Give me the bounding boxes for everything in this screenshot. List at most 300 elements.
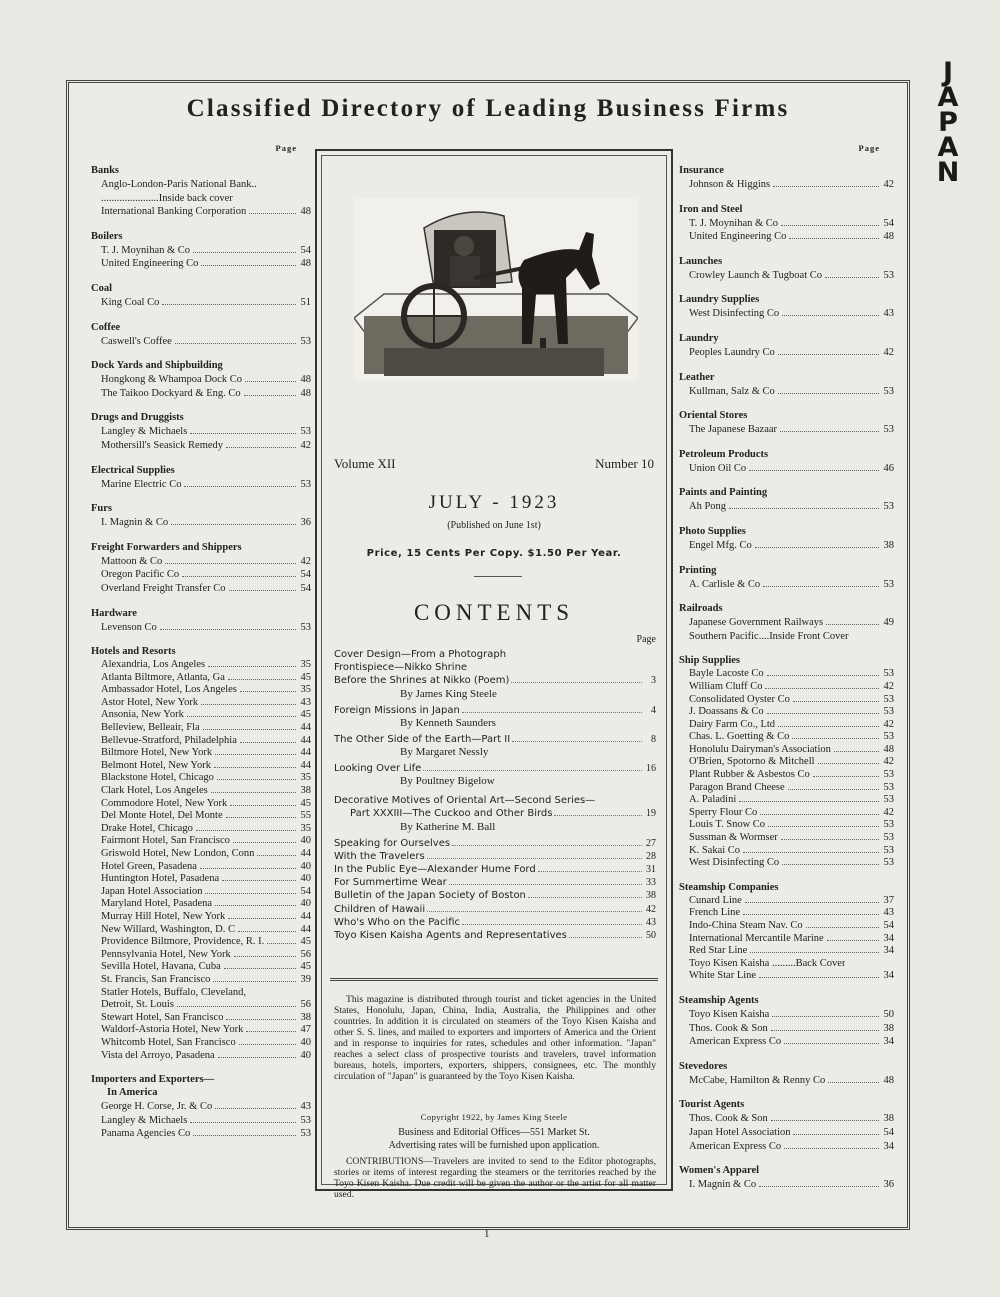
leader-dots bbox=[423, 770, 642, 771]
leader-dots bbox=[214, 767, 296, 768]
contents-entry-page: 43 bbox=[646, 916, 656, 928]
entry-name: King Coal Co bbox=[101, 296, 160, 308]
entry-page: 40 bbox=[300, 1049, 311, 1061]
directory-entry bbox=[689, 178, 894, 192]
leader-dots bbox=[246, 1031, 296, 1032]
entry-page: 44 bbox=[300, 759, 311, 771]
entry-page: 44 bbox=[300, 923, 311, 935]
contents-entry-page: 4 bbox=[651, 704, 656, 716]
category-title: Tourist Agents bbox=[679, 1099, 745, 1111]
entry-page: 54 bbox=[883, 217, 894, 229]
directory-entry bbox=[689, 857, 894, 870]
directory-entry bbox=[689, 782, 894, 795]
entry-name: Griswold Hotel, New London, Conn bbox=[101, 848, 255, 859]
entry-name: Japan Hotel Association bbox=[689, 1126, 791, 1138]
directory-entry bbox=[101, 659, 311, 672]
entry-page: 44 bbox=[300, 722, 311, 734]
directory-entry bbox=[101, 1114, 311, 1128]
entry-page: 44 bbox=[300, 848, 311, 859]
directory-entry bbox=[689, 217, 894, 231]
entry-page: 37 bbox=[883, 894, 894, 906]
entry-name: United Engineering Co bbox=[101, 258, 199, 270]
contents-entry-title: Speaking for Ourselves bbox=[334, 837, 451, 849]
category-title: Furs bbox=[91, 503, 112, 515]
entry-page: 53 bbox=[883, 844, 894, 856]
directory-entry bbox=[689, 895, 894, 908]
directory-entry bbox=[689, 832, 894, 845]
leader-dots bbox=[203, 729, 296, 730]
contents-entry-title: In the Public Eye—Alexander Hume Ford bbox=[334, 864, 536, 876]
entry-page: 43 bbox=[300, 696, 311, 708]
leader-dots bbox=[177, 1006, 296, 1007]
entry-name: Langley & Michaels bbox=[101, 426, 188, 438]
directory-entry bbox=[101, 760, 311, 773]
directory-entry bbox=[689, 694, 894, 707]
leader-dots bbox=[187, 716, 296, 717]
entry-page: 36 bbox=[300, 517, 311, 529]
leader-dots bbox=[208, 666, 296, 667]
entry-name: I. Magnin & Co bbox=[101, 517, 169, 529]
entry-name: Mothersill's Seasick Remedy bbox=[101, 439, 224, 451]
entry-page: 48 bbox=[883, 743, 894, 755]
leader-dots bbox=[806, 927, 879, 928]
entry-name: George H. Corse, Jr. & Co bbox=[101, 1101, 213, 1113]
contents-entry-page: 42 bbox=[646, 903, 656, 915]
left-directory-column bbox=[91, 143, 311, 1141]
directory-entry bbox=[101, 785, 311, 798]
side-title-letter: A bbox=[937, 82, 959, 113]
directory-entry bbox=[689, 945, 894, 958]
category-title: Coffee bbox=[91, 321, 121, 333]
distribution-note: This magazine is distributed through tourist and ticket agencies in the United States, Honolulu, Japan, China, India, Australia, the Philippines and other countries. In addition it is circulated on steamers of the Toyo Kisen Kaisha and other S. S. lines, and mailed to exporters and importers of America and the Orient and in response to inquiries for rates, schedules and other information. "Japan" reaches a select class of prospective tourists and travelers, travel information bureaus, hotels, importers, exporters, shippers, consignees, etc. The monthly circulation of "Japan" is guaranteed by the Toyo Kisen Kaisha. bbox=[334, 994, 656, 1082]
entry-name: Thos. Cook & Son bbox=[689, 1113, 768, 1125]
leader-dots bbox=[749, 470, 879, 471]
directory-category bbox=[679, 565, 894, 592]
entry-page: 48 bbox=[300, 206, 311, 218]
contents-entry bbox=[334, 929, 656, 942]
leader-dots bbox=[201, 704, 296, 705]
entry-name: St. Francis, San Francisco bbox=[101, 973, 211, 985]
leader-dots bbox=[215, 905, 296, 906]
entry-name: Alexandria, Los Angeles bbox=[101, 659, 206, 671]
directory-entry bbox=[101, 974, 311, 987]
entry-name: Stewart Hotel, San Francisco bbox=[101, 1011, 224, 1023]
contents-entry bbox=[334, 661, 656, 674]
directory-entry bbox=[689, 462, 894, 476]
directory-category bbox=[91, 608, 311, 635]
directory-entry bbox=[689, 744, 894, 757]
entry-page: 53 bbox=[300, 335, 311, 347]
entry-page: 45 bbox=[300, 936, 311, 948]
directory-heading: Classified Directory of Leading Business Firms bbox=[186, 95, 790, 122]
contents-entry-title: With the Travelers bbox=[334, 850, 425, 862]
contents-entry-title: Who's Who on the Pacific bbox=[334, 916, 461, 928]
directory-entry bbox=[689, 539, 894, 553]
entry-name: Biltmore Hotel, New York bbox=[101, 747, 213, 759]
contents-entry bbox=[334, 876, 656, 889]
entry-page: 53 bbox=[883, 668, 894, 680]
directory-entry bbox=[101, 1037, 311, 1050]
leader-dots bbox=[226, 1019, 296, 1020]
entry-page: 45 bbox=[300, 961, 311, 973]
entry-page: 54 bbox=[883, 920, 894, 931]
entry-page: 35 bbox=[300, 684, 311, 696]
directory-entry bbox=[101, 439, 311, 453]
leader-dots bbox=[462, 924, 642, 925]
leader-dots bbox=[201, 265, 296, 266]
directory-entry bbox=[689, 731, 894, 744]
leader-dots bbox=[245, 381, 296, 382]
entry-page: 50 bbox=[883, 1008, 894, 1020]
entry-name: Sussman & Wormser bbox=[689, 832, 778, 844]
directory-entry bbox=[101, 911, 311, 924]
entry-page: 53 bbox=[883, 385, 894, 397]
contents-entry-title: Decorative Motives of Oriental Art—Second Series— bbox=[334, 795, 596, 807]
leader-dots bbox=[818, 763, 879, 764]
leader-dots bbox=[778, 726, 879, 727]
directory-entry bbox=[101, 373, 311, 387]
leader-dots bbox=[780, 431, 879, 432]
leader-dots bbox=[781, 225, 879, 226]
leader-dots bbox=[760, 814, 879, 815]
entry-page: 36 bbox=[883, 1179, 894, 1191]
leader-dots bbox=[226, 817, 296, 818]
entry-page: 40 bbox=[300, 898, 311, 910]
entry-page: 53 bbox=[883, 424, 894, 436]
leader-dots bbox=[171, 524, 296, 525]
entry-page: 38 bbox=[883, 1022, 894, 1034]
entry-page: 48 bbox=[300, 374, 311, 386]
entry-page: 42 bbox=[300, 555, 311, 567]
directory-entry bbox=[101, 296, 311, 310]
directory-category bbox=[679, 1061, 894, 1088]
entry-page: 54 bbox=[300, 569, 311, 581]
directory-entry bbox=[689, 230, 894, 244]
directory-entry bbox=[101, 257, 311, 271]
leader-dots bbox=[793, 1134, 879, 1135]
contents-entry-title: Foreign Missions in Japan bbox=[334, 704, 460, 716]
entry-name: Bayle Lacoste Co bbox=[689, 668, 764, 680]
directory-entry bbox=[101, 244, 311, 258]
entry-name: Union Oil Co bbox=[689, 462, 747, 474]
leader-dots bbox=[217, 779, 296, 780]
entry-page: 49 bbox=[883, 617, 894, 629]
category-title: Photo Supplies bbox=[679, 525, 746, 537]
entry-name: American Express Co bbox=[689, 1140, 782, 1152]
directory-entry bbox=[689, 1022, 894, 1036]
entry-page: 55 bbox=[300, 810, 311, 822]
directory-entry bbox=[689, 907, 894, 920]
contents-entry-title: For Summertime Wear bbox=[334, 877, 447, 889]
entry-page: 34 bbox=[883, 945, 894, 957]
leader-dots bbox=[782, 864, 879, 865]
contents-entry bbox=[334, 916, 656, 929]
directory-entry bbox=[101, 861, 311, 874]
directory-entry bbox=[101, 568, 311, 582]
contents-title: CONTENTS bbox=[413, 600, 575, 625]
contents-entry-author: By Katherine M. Ball bbox=[400, 820, 496, 833]
directory-entry bbox=[101, 747, 311, 760]
leader-dots bbox=[230, 805, 296, 806]
entry-page: 53 bbox=[300, 426, 311, 438]
entry-page: 47 bbox=[300, 1024, 311, 1036]
directory-entry bbox=[689, 1074, 894, 1088]
directory-entry bbox=[689, 920, 894, 933]
directory-entry bbox=[101, 772, 311, 785]
contents-entry bbox=[334, 863, 656, 876]
leader-dots bbox=[778, 393, 879, 394]
entry-page: 48 bbox=[883, 1074, 894, 1086]
entry-name: Japan Hotel Association bbox=[101, 885, 203, 897]
category-title: Iron and Steel bbox=[679, 203, 743, 215]
entry-page: 53 bbox=[300, 478, 311, 490]
entry-page: 53 bbox=[883, 706, 894, 718]
entry-page: 48 bbox=[883, 231, 894, 243]
category-title: Drugs and Druggists bbox=[91, 412, 184, 424]
entry-name: Indo-China Steam Nav. Co bbox=[689, 920, 803, 931]
right-directory-column bbox=[679, 143, 894, 1192]
entry-page: 56 bbox=[300, 948, 311, 960]
category-title: Printing bbox=[679, 564, 717, 576]
entry-name: Ansonia, New York bbox=[101, 709, 184, 721]
category-title: Importers and Exporters— bbox=[91, 1074, 215, 1086]
directory-entry bbox=[101, 178, 311, 192]
directory-entry bbox=[689, 706, 894, 719]
directory-entry bbox=[101, 987, 311, 1000]
category-title: Insurance bbox=[679, 165, 724, 176]
category-title: Boilers bbox=[91, 230, 123, 242]
directory-category bbox=[679, 333, 894, 360]
leader-dots bbox=[767, 675, 879, 676]
contents-entry-title: The Other Side of the Earth—Part II bbox=[334, 733, 511, 745]
contents-entry-author: By James King Steele bbox=[400, 687, 497, 700]
contents-entry bbox=[334, 674, 656, 687]
entry-name: Dairy Farm Co., Ltd bbox=[689, 718, 776, 730]
entry-page: 44 bbox=[300, 910, 311, 922]
leader-dots bbox=[193, 1135, 296, 1136]
entry-name: New Willard, Washington, D. C bbox=[101, 923, 235, 935]
page-number: 1 bbox=[484, 1228, 490, 1240]
directory-entry bbox=[101, 735, 311, 748]
entry-name: Paragon Brand Cheese bbox=[689, 781, 785, 793]
leader-dots bbox=[211, 792, 296, 793]
leader-dots bbox=[773, 186, 879, 187]
category-title: Hardware bbox=[91, 607, 137, 619]
directory-entry bbox=[689, 500, 894, 514]
directory-category bbox=[679, 204, 894, 244]
leader-dots bbox=[233, 842, 296, 843]
category-subtitle: In America bbox=[107, 1087, 158, 1099]
directory-entry bbox=[689, 1035, 894, 1049]
directory-entry bbox=[689, 307, 894, 321]
entry-name: Overland Freight Transfer Co bbox=[101, 582, 226, 594]
category-title: Banks bbox=[91, 165, 120, 176]
leader-dots bbox=[196, 830, 296, 831]
entry-name: Toyo Kisen Kaisha bbox=[689, 1008, 770, 1020]
directory-category bbox=[91, 283, 311, 310]
cover-photo bbox=[354, 198, 638, 380]
entry-name: Toyo Kisen Kaisha .........Back Cover bbox=[689, 957, 846, 969]
leader-dots bbox=[767, 713, 879, 714]
leader-dots bbox=[781, 839, 879, 840]
entry-name: T. J. Moynihan & Co bbox=[101, 244, 191, 256]
directory-entry bbox=[689, 845, 894, 858]
entry-name: Peoples Laundry Co bbox=[689, 346, 775, 358]
contents-entry bbox=[334, 903, 656, 916]
leader-dots bbox=[771, 1030, 879, 1031]
contents-entry bbox=[334, 794, 656, 807]
entry-name: Honolulu Dairyman's Association bbox=[689, 743, 831, 755]
directory-entry bbox=[101, 835, 311, 848]
category-title: Electrical Supplies bbox=[91, 464, 175, 476]
directory-entry bbox=[101, 936, 311, 949]
directory-entry bbox=[689, 681, 894, 694]
directory-entry bbox=[689, 668, 894, 681]
category-title: Launches bbox=[679, 255, 723, 267]
directory-entry bbox=[101, 1050, 311, 1063]
leader-dots bbox=[755, 547, 879, 548]
directory-entry bbox=[101, 999, 311, 1012]
directory-entry bbox=[689, 1178, 894, 1192]
leader-dots bbox=[222, 880, 296, 881]
directory-entry bbox=[689, 1008, 894, 1022]
entry-name: Consolidated Oyster Co bbox=[689, 693, 790, 705]
entry-page: 53 bbox=[883, 819, 894, 831]
entry-page: 42 bbox=[883, 756, 894, 768]
leader-dots bbox=[190, 1122, 296, 1123]
directory-category bbox=[679, 1099, 894, 1153]
entry-name: K. Sakai Co bbox=[689, 844, 741, 856]
leader-dots bbox=[224, 968, 296, 969]
entry-page: 53 bbox=[883, 501, 894, 513]
entry-page: 44 bbox=[300, 747, 311, 759]
entry-page: 34 bbox=[883, 1140, 894, 1152]
leader-dots bbox=[165, 563, 296, 564]
entry-page: 42 bbox=[883, 346, 894, 358]
entry-name: Fairmont Hotel, San Francisco bbox=[101, 835, 230, 847]
entry-name: Statler Hotels, Buffalo, Cleveland, bbox=[101, 986, 247, 998]
leader-dots bbox=[763, 586, 879, 587]
entry-page: 48 bbox=[300, 387, 311, 399]
directory-page bbox=[66, 80, 910, 1230]
entry-page: 43 bbox=[300, 1101, 311, 1113]
contents-entry-page: 27 bbox=[646, 837, 656, 849]
entry-name: The Japanese Bazaar bbox=[689, 424, 778, 436]
price-line: Price, 15 Cents Per Copy. $1.50 Per Year. bbox=[366, 548, 622, 559]
contents-page-label: Page bbox=[636, 634, 656, 645]
leader-dots bbox=[427, 858, 642, 859]
contents-entry-page: 16 bbox=[646, 763, 656, 775]
directory-entry bbox=[689, 958, 894, 971]
contents-entry bbox=[334, 762, 656, 775]
entry-page: 54 bbox=[300, 582, 311, 594]
entry-name: Marine Electric Co bbox=[101, 478, 182, 490]
entry-page: 42 bbox=[883, 806, 894, 818]
entry-name: Vista del Arroyo, Pasadena bbox=[101, 1049, 215, 1061]
directory-category bbox=[679, 449, 894, 476]
contents-entry-author: By Margaret Nessly bbox=[400, 746, 489, 759]
directory-entry bbox=[101, 886, 311, 899]
side-title-letter: A bbox=[937, 132, 959, 163]
directory-category bbox=[91, 646, 311, 1062]
entry-page: 42 bbox=[883, 718, 894, 730]
entry-page: 40 bbox=[300, 860, 311, 872]
leader-dots bbox=[218, 1057, 296, 1058]
directory-category bbox=[679, 526, 894, 553]
leader-dots bbox=[238, 931, 296, 932]
entry-name: A. Paladini bbox=[689, 794, 737, 806]
double-divider-rule bbox=[330, 978, 658, 981]
entry-name: O'Brien, Spotorno & Mitchell bbox=[689, 756, 815, 768]
leader-dots bbox=[239, 1044, 296, 1045]
leader-dots bbox=[729, 508, 879, 509]
entry-page: 34 bbox=[883, 1036, 894, 1048]
leader-dots bbox=[789, 238, 879, 239]
directory-entry bbox=[101, 335, 311, 349]
leader-dots bbox=[462, 712, 642, 713]
contents-entry-author: By Kenneth Saunders bbox=[400, 716, 496, 729]
directory-category bbox=[91, 322, 311, 349]
entry-name: Maryland Hotel, Pasadena bbox=[101, 898, 213, 910]
leader-dots bbox=[249, 213, 296, 214]
advertising-line: Advertising rates will be furnished upon application. bbox=[388, 1140, 600, 1151]
leader-dots bbox=[778, 354, 879, 355]
side-title-letter: P bbox=[938, 107, 958, 138]
left-category-list bbox=[91, 165, 311, 1141]
entry-page: 53 bbox=[883, 769, 894, 781]
leader-dots bbox=[226, 447, 296, 448]
entry-page: 54 bbox=[300, 244, 311, 256]
leader-dots bbox=[267, 943, 296, 944]
entry-name: Ambassador Hotel, Los Angeles bbox=[101, 684, 237, 696]
directory-entry bbox=[689, 1126, 894, 1140]
leader-dots bbox=[813, 776, 879, 777]
leader-dots bbox=[449, 884, 642, 885]
leader-dots bbox=[184, 486, 296, 487]
leader-dots bbox=[512, 741, 642, 742]
leader-dots bbox=[452, 845, 642, 846]
leader-dots bbox=[228, 918, 296, 919]
leader-dots bbox=[193, 252, 296, 253]
contents-entry bbox=[334, 807, 656, 820]
entry-page: 42 bbox=[300, 439, 311, 451]
directory-entry bbox=[689, 819, 894, 832]
entry-page: 43 bbox=[883, 308, 894, 320]
entry-page: 38 bbox=[883, 539, 894, 551]
contents-entry-page: 3 bbox=[651, 675, 656, 687]
directory-entry bbox=[689, 719, 894, 732]
leader-dots bbox=[175, 343, 296, 344]
entry-name: Pennsylvania Hotel, New York bbox=[101, 948, 231, 960]
contents-entry-title: Frontispiece—Nikko Shrine bbox=[334, 662, 468, 674]
directory-category bbox=[91, 165, 311, 219]
leader-dots bbox=[229, 590, 296, 591]
contents-entry-title: Bulletin of the Japan Society of Boston bbox=[334, 890, 526, 902]
entry-name: American Express Co bbox=[689, 1036, 782, 1048]
entry-name: West Disinfecting Co bbox=[689, 857, 780, 869]
entry-name: Louis T. Snow Co bbox=[689, 819, 766, 831]
entry-name: Panama Agencies Co bbox=[101, 1128, 191, 1140]
leader-dots bbox=[834, 751, 879, 752]
entry-page: 53 bbox=[883, 731, 894, 743]
directory-category bbox=[679, 995, 894, 1049]
entry-name: Sperry Flour Co bbox=[689, 806, 758, 818]
leader-dots bbox=[213, 981, 296, 982]
directory-entry bbox=[101, 697, 311, 710]
offices-line: Business and Editorial Offices—551 Market St. bbox=[398, 1127, 590, 1138]
entry-page: 48 bbox=[300, 258, 311, 270]
directory-entry bbox=[101, 425, 311, 439]
